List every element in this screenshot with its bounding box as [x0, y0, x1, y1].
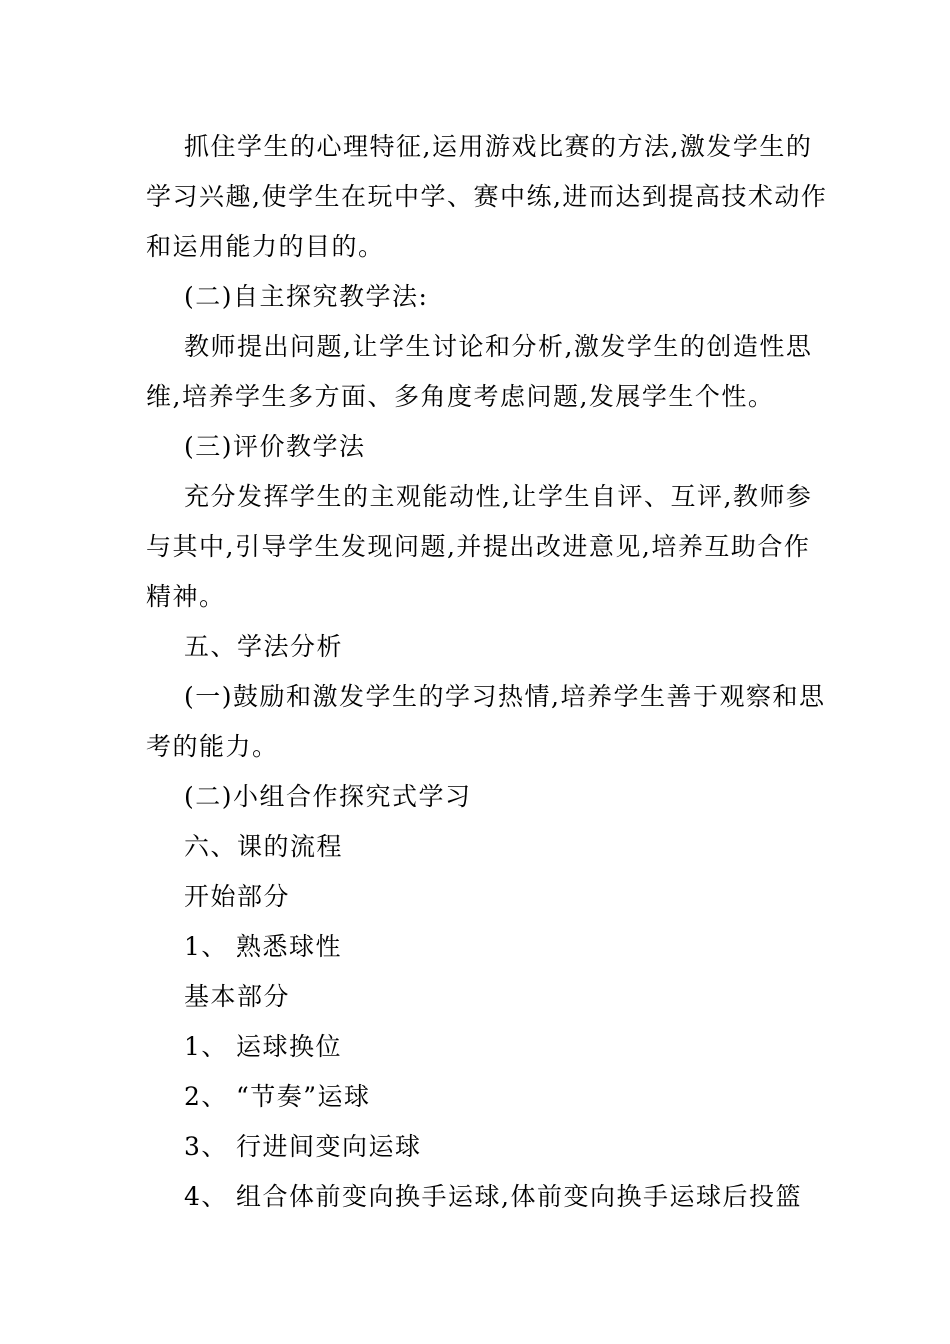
paragraph-line: 与其中,引导学生发现问题,并提出改进意见,培养互助合作 — [146, 532, 811, 561]
section-heading: (二)自主探究教学法: — [184, 282, 429, 311]
section-heading: 六、课的流程 — [184, 832, 344, 861]
paragraph-line: (一)鼓励和激发学生的学习热情,培养学生善于观察和思 — [184, 682, 826, 711]
paragraph-line: 维,培养学生多方面、多角度考虑问题,发展学生个性。 — [146, 382, 775, 411]
paragraph-line: 充分发挥学生的主观能动性,让学生自评、互评,教师参 — [184, 482, 813, 511]
list-item — [184, 1180, 802, 1214]
list-item — [184, 1080, 371, 1114]
paragraph-line: 考的能力。 — [146, 732, 279, 761]
list-item-number: 3、 — [184, 1132, 228, 1161]
list-item-number: 2、 — [184, 1082, 228, 1111]
list-item-text: 熟悉球性 — [236, 932, 343, 961]
list-item — [184, 1130, 422, 1164]
section-heading: (三)评价教学法 — [184, 432, 366, 461]
section-heading: 五、学法分析 — [184, 632, 344, 661]
paragraph-line: 和运用能力的目的。 — [146, 232, 385, 261]
list-item-text: “节奏”运球 — [236, 1082, 371, 1111]
paragraph-line: 学习兴趣,使学生在玩中学、赛中练,进而达到提高技术动作 — [146, 182, 828, 211]
list-item — [184, 930, 342, 964]
paragraph-line: 精神。 — [146, 582, 226, 611]
list-item-number: 4、 — [184, 1182, 228, 1211]
paragraph-line: 教师提出问题,让学生讨论和分析,激发学生的创造性思 — [184, 332, 813, 361]
list-item-text: 组合体前变向换手运球,体前变向换手运球后投篮 — [236, 1182, 802, 1211]
list-item — [184, 1030, 342, 1064]
subsection-heading: 基本部分 — [184, 982, 291, 1011]
list-item-number: 1、 — [184, 932, 228, 961]
paragraph-line: 抓住学生的心理特征,运用游戏比赛的方法,激发学生的 — [184, 132, 813, 161]
list-item-number: 1、 — [184, 1032, 228, 1061]
section-heading: (二)小组合作探究式学习 — [184, 782, 472, 811]
subsection-heading: 开始部分 — [184, 882, 291, 911]
list-item-text: 行进间变向运球 — [236, 1132, 422, 1161]
list-item-text: 运球换位 — [236, 1032, 343, 1061]
